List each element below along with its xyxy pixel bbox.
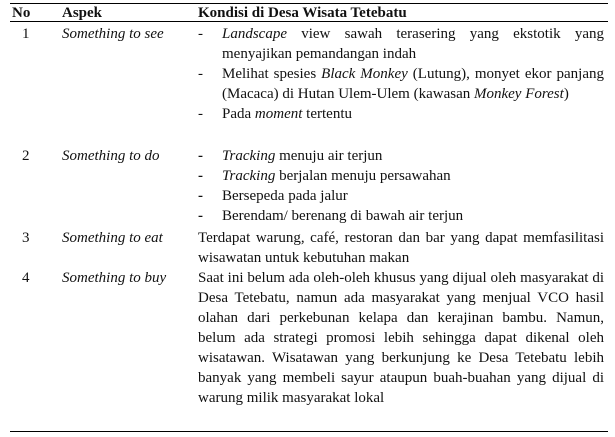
row-3-aspek: Something to eat xyxy=(62,230,163,246)
row-4-no: 4 xyxy=(22,270,30,286)
list-item: - Melihat spesies Black Monkey (Lutung), monyet ekor panjang (Macaca) di Hutan Ulem-Ulem (kawasan Monkey Forest) xyxy=(198,64,604,104)
row-1-kondisi xyxy=(198,24,604,124)
row-2-kondisi xyxy=(198,146,604,226)
list-item: - Pada moment tertentu xyxy=(198,104,604,124)
list-item: - Tracking menuju air terjun xyxy=(198,146,604,166)
row-3-no: 3 xyxy=(22,230,30,246)
row-1-aspek: Something to see xyxy=(62,26,164,42)
row-1-no: 1 xyxy=(22,26,30,42)
list-item: - Bersepeda pada jalur xyxy=(198,186,604,206)
list-item: - Berendam/ berenang di bawah air terjun xyxy=(198,206,604,226)
row-4-kondisi: Saat ini belum ada oleh-oleh khusus yang dijual oleh masyarakat di Desa Tetebatu, namun ada masyarakat yang menjual VCO hasil olahan dari perkebunan kelapa dan kerajinan bambu. Namun, belum ada strategi promosi lebih sehingga dapat dikenal oleh wisatawan. Wisatawan yang berkunjung ke Desa Tetebatu lebih banyak yang membeli sayur ataupun buah-buahan yang dijual di warung milik masyarakat lokal xyxy=(198,270,604,406)
row-3-kondisi: Terdapat warung, café, restoran dan bar yang dapat memfasilitasi wisawatan untuk kebutuhan makan xyxy=(198,230,604,266)
table-bottom-rule xyxy=(10,431,608,432)
header-no: No xyxy=(12,5,31,21)
row-2-aspek: Something to do xyxy=(62,148,160,164)
list-item: - Tracking berjalan menuju persawahan xyxy=(198,166,604,186)
list-item: - Landscape view sawah terasering yang ekstotik yang menyajikan pemandangan indah xyxy=(198,24,604,64)
header-kondisi: Kondisi di Desa Wisata Tetebatu xyxy=(198,5,407,21)
header-aspek: Aspek xyxy=(62,5,103,21)
row-2-no: 2 xyxy=(22,148,30,164)
row-4-aspek: Something to buy xyxy=(62,270,167,286)
